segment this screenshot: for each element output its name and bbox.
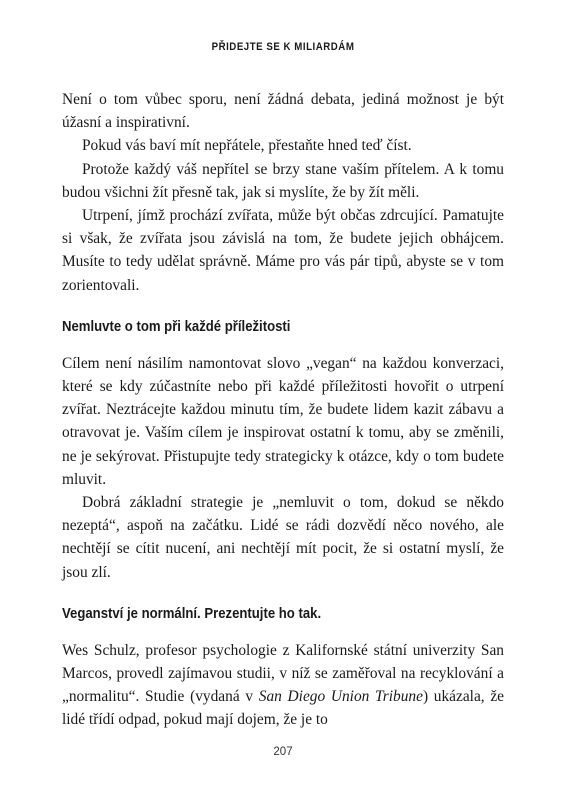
- section-heading-2: Veganství je normální. Prezentujte ho tak.: [62, 605, 322, 622]
- intro-paragraph-3: Protože každý váš nepřítel se brzy stane vaším přítelem. A k tomu budou všichni žít přesně tak, jak si myslíte, že by žít měli.: [62, 160, 504, 201]
- italic-source-title: San Diego Union Tribune: [258, 688, 423, 706]
- section2-paragraph-1: [62, 639, 504, 732]
- intro-paragraph-1: Není o tom vůbec sporu, není žádná debata, jediná možnost je být úžasní a inspirativní.: [62, 91, 504, 132]
- intro-paragraph-2: Pokud vás baví mít nepřátele, přestaňte hned teď číst.: [82, 137, 412, 155]
- page-number: 207: [273, 746, 293, 758]
- intro-paragraph-4: Utrpení, jímž prochází zvířata, může být občas zdrcující. Pamatujte si však, že zvířata jsou závislá na tom, že budete jejich obhájcem. Musíte to tedy udělat správně. Máme pro vás pár tipů, abyste se v tom zorientovali.: [62, 207, 504, 294]
- running-head: PŘIDEJTE SE K MILIARDÁM: [211, 41, 355, 53]
- body-text: [62, 88, 504, 732]
- section2-text-after-italic: ) ukázala, že lidé třídí odpad, pokud mají dojem, že je to: [62, 688, 504, 729]
- section1-paragraph-1: Cílem není násilím namontovat slovo „vegan“ na každou konverzaci, které se kdy zúčastníte nebo při každé příležitosti hovořit o utrpení zvířat. Neztrácejte každou minutu tím, že budete lidem kazit zábavu a otravovat je. Vaším cílem je inspirovat ostatní k tomu, aby se změnili, ne je sekýrovat. Přistupujte tedy strategicky k otázce, kdy o tom budete mluvit.: [62, 354, 504, 488]
- section1-paragraph-2: Dobrá základní strategie je „nemluvit o tom, dokud se někdo nezeptá“, aspoň na začátku. Lidé se rádi dozvědí něco nového, ale nechtějí se cítit nucení, ani nechtějí mít pocit, že si ostatní myslí, že jsou zlí.: [62, 494, 504, 581]
- section2-text-before-italic: Wes Schulz, profesor psychologie z Kalifornské státní univerzity San Marcos, provedl zajímavou studii, v níž se zaměřoval na recyklování a „normalitu“. Studie (vydaná v: [62, 641, 504, 706]
- section-heading-1: Nemluvte o tom při každé příležitosti: [62, 318, 291, 335]
